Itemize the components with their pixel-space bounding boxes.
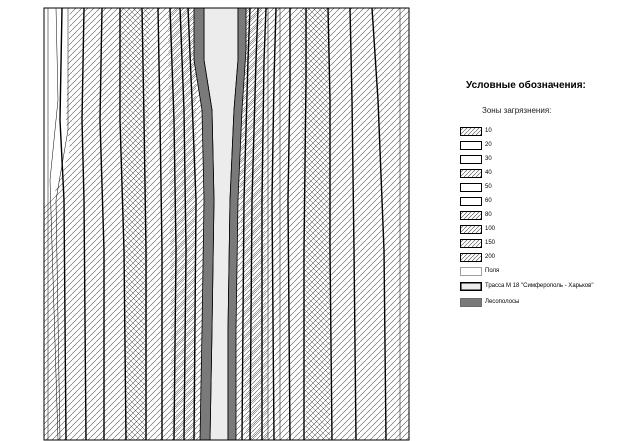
legend-title: Условные обозначения: — [466, 80, 586, 91]
legend-item-80 — [460, 210, 492, 221]
legend-label: 40 — [485, 170, 492, 176]
legend-item-60 — [460, 196, 492, 207]
legend-label: 10 — [485, 128, 492, 134]
legend-item-fields — [460, 266, 499, 277]
legend-item-30 — [460, 154, 492, 165]
legend-label: 80 — [485, 212, 492, 218]
legend-label: Поля — [485, 268, 500, 274]
legend-label: Лесополосы — [485, 299, 520, 305]
legend-label: 30 — [485, 156, 492, 162]
legend-item-150 — [460, 238, 495, 249]
legend-item-10 — [460, 126, 492, 137]
legend-label: 100 — [485, 226, 496, 232]
legend-item-forest — [460, 297, 519, 308]
legend-label: Трасса М 18 "Симферополь - Харьков" — [485, 283, 594, 289]
legend-label: 20 — [485, 142, 492, 148]
legend-item-100 — [460, 224, 495, 235]
legend-label: 150 — [485, 240, 496, 246]
legend-item-road — [460, 281, 593, 292]
legend-item-20 — [460, 140, 492, 151]
legend-item-200 — [460, 252, 495, 263]
legend-item-50 — [460, 182, 492, 193]
legend-label: 200 — [485, 254, 496, 260]
legend-item-40 — [460, 168, 492, 179]
legend-subtitle: Зоны загрязнения: — [482, 106, 552, 115]
legend-label: 60 — [485, 198, 492, 204]
legend-label: 50 — [485, 184, 492, 190]
